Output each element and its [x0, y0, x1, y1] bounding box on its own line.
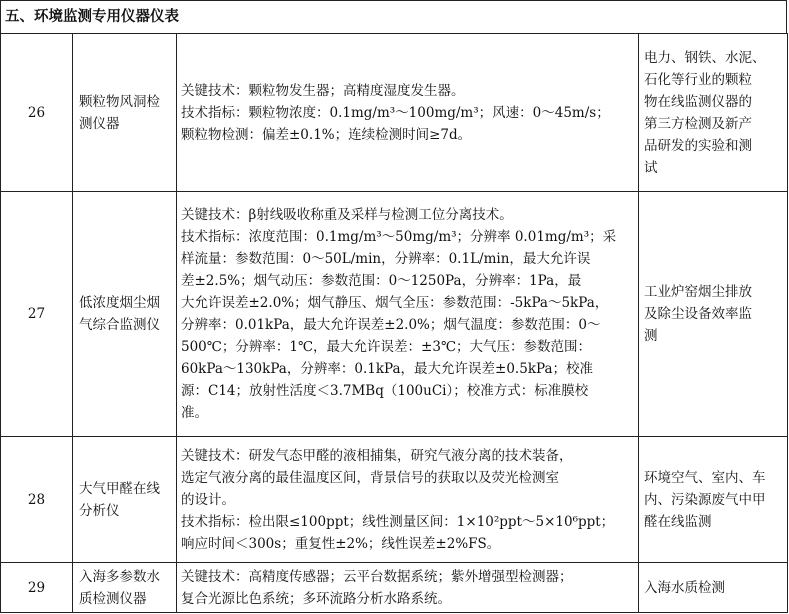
- application-cell: 环境空气、室内、车 内、污染源废气中甲 醛在线监测: [639, 437, 788, 563]
- application-cell: 入海水质检测: [639, 563, 788, 613]
- instrument-name: 颗粒物风洞检 测仪器: [73, 34, 177, 192]
- instrument-table: [0, 33, 788, 613]
- table-row-28: [1, 437, 788, 563]
- key-tech-cell: 关键技术：β射线吸收称重及采样与检测工位分离技术。 技术指标：浓度范围：0.1mg/m³～50mg/m³；分辨率 0.01mg/m³；采 样流量：参数范围：0～50L/min，分辨率：0.1L/min，最大允许误 差±2.5%；烟气动压：参数范围：0～1250Pa，分辨率：1Pa，最 大允许误差±2.0%；烟气静压、烟气全压：参数范围：-5kPa～5kPa， 分辨率：0.01kPa，最大允许误差±2.0%；烟气温度：参数范围：0～ 500℃；分辨率：1℃，最大允许误差：±3℃；大气压：参数范围： 60kPa～130kPa，分辨率：0.1kPa，最大允许误差±0.5kPa；校准 源：C14；放射性活度＜3.7MBq（100uCi）；校准方式：标准膜校 准。: [177, 192, 639, 437]
- key-tech-cell: 关键技术：高精度传感器；云平台数据系统；紫外增强型检测器； 复合光源比色系统；多环流路分析水路系统。: [177, 563, 639, 613]
- table-row-29: [1, 563, 788, 613]
- table-row-26: [1, 34, 788, 192]
- row-number: 27: [1, 192, 73, 437]
- application-cell: 电力、钢铁、水泥、 石化等行业的颗粒 物在线监测仪器的 第三方检测及新产 品研发的实验和测 试: [639, 34, 788, 192]
- instrument-name: 入海多参数水 质检测仪器: [73, 563, 177, 613]
- row-number: 28: [1, 437, 73, 563]
- application-cell: 工业炉窑烟尘排放 及除尘设备效率监 测: [639, 192, 788, 437]
- table-row-27: [1, 192, 788, 437]
- key-tech-cell: 关键技术：颗粒物发生器；高精度湿度发生器。 技术指标：颗粒物浓度：0.1mg/m³～100mg/m³；风速：0～45m/s； 颗粒物检测：偏差±0.1%；连续检测时间≥7d。: [177, 34, 639, 192]
- instrument-name: 低浓度烟尘烟 气综合监测仪: [73, 192, 177, 437]
- section-title: 五、环境监测专用仪器仪表: [0, 0, 787, 33]
- key-tech-cell: 关键技术：研发气态甲醛的液相捕集，研究气液分离的技术装备， 选定气液分离的最佳温度区间，背景信号的获取以及荧光检测室 的设计。 技术指标：检出限≤100ppt；线性测量区间：1×10²ppt～5×10⁶ppt； 响应时间＜300s；重复性±2%；线性误差±2%FS。: [177, 437, 639, 563]
- row-number: 29: [1, 563, 73, 613]
- row-number: 26: [1, 34, 73, 192]
- instrument-name: 大气甲醛在线 分析仪: [73, 437, 177, 563]
